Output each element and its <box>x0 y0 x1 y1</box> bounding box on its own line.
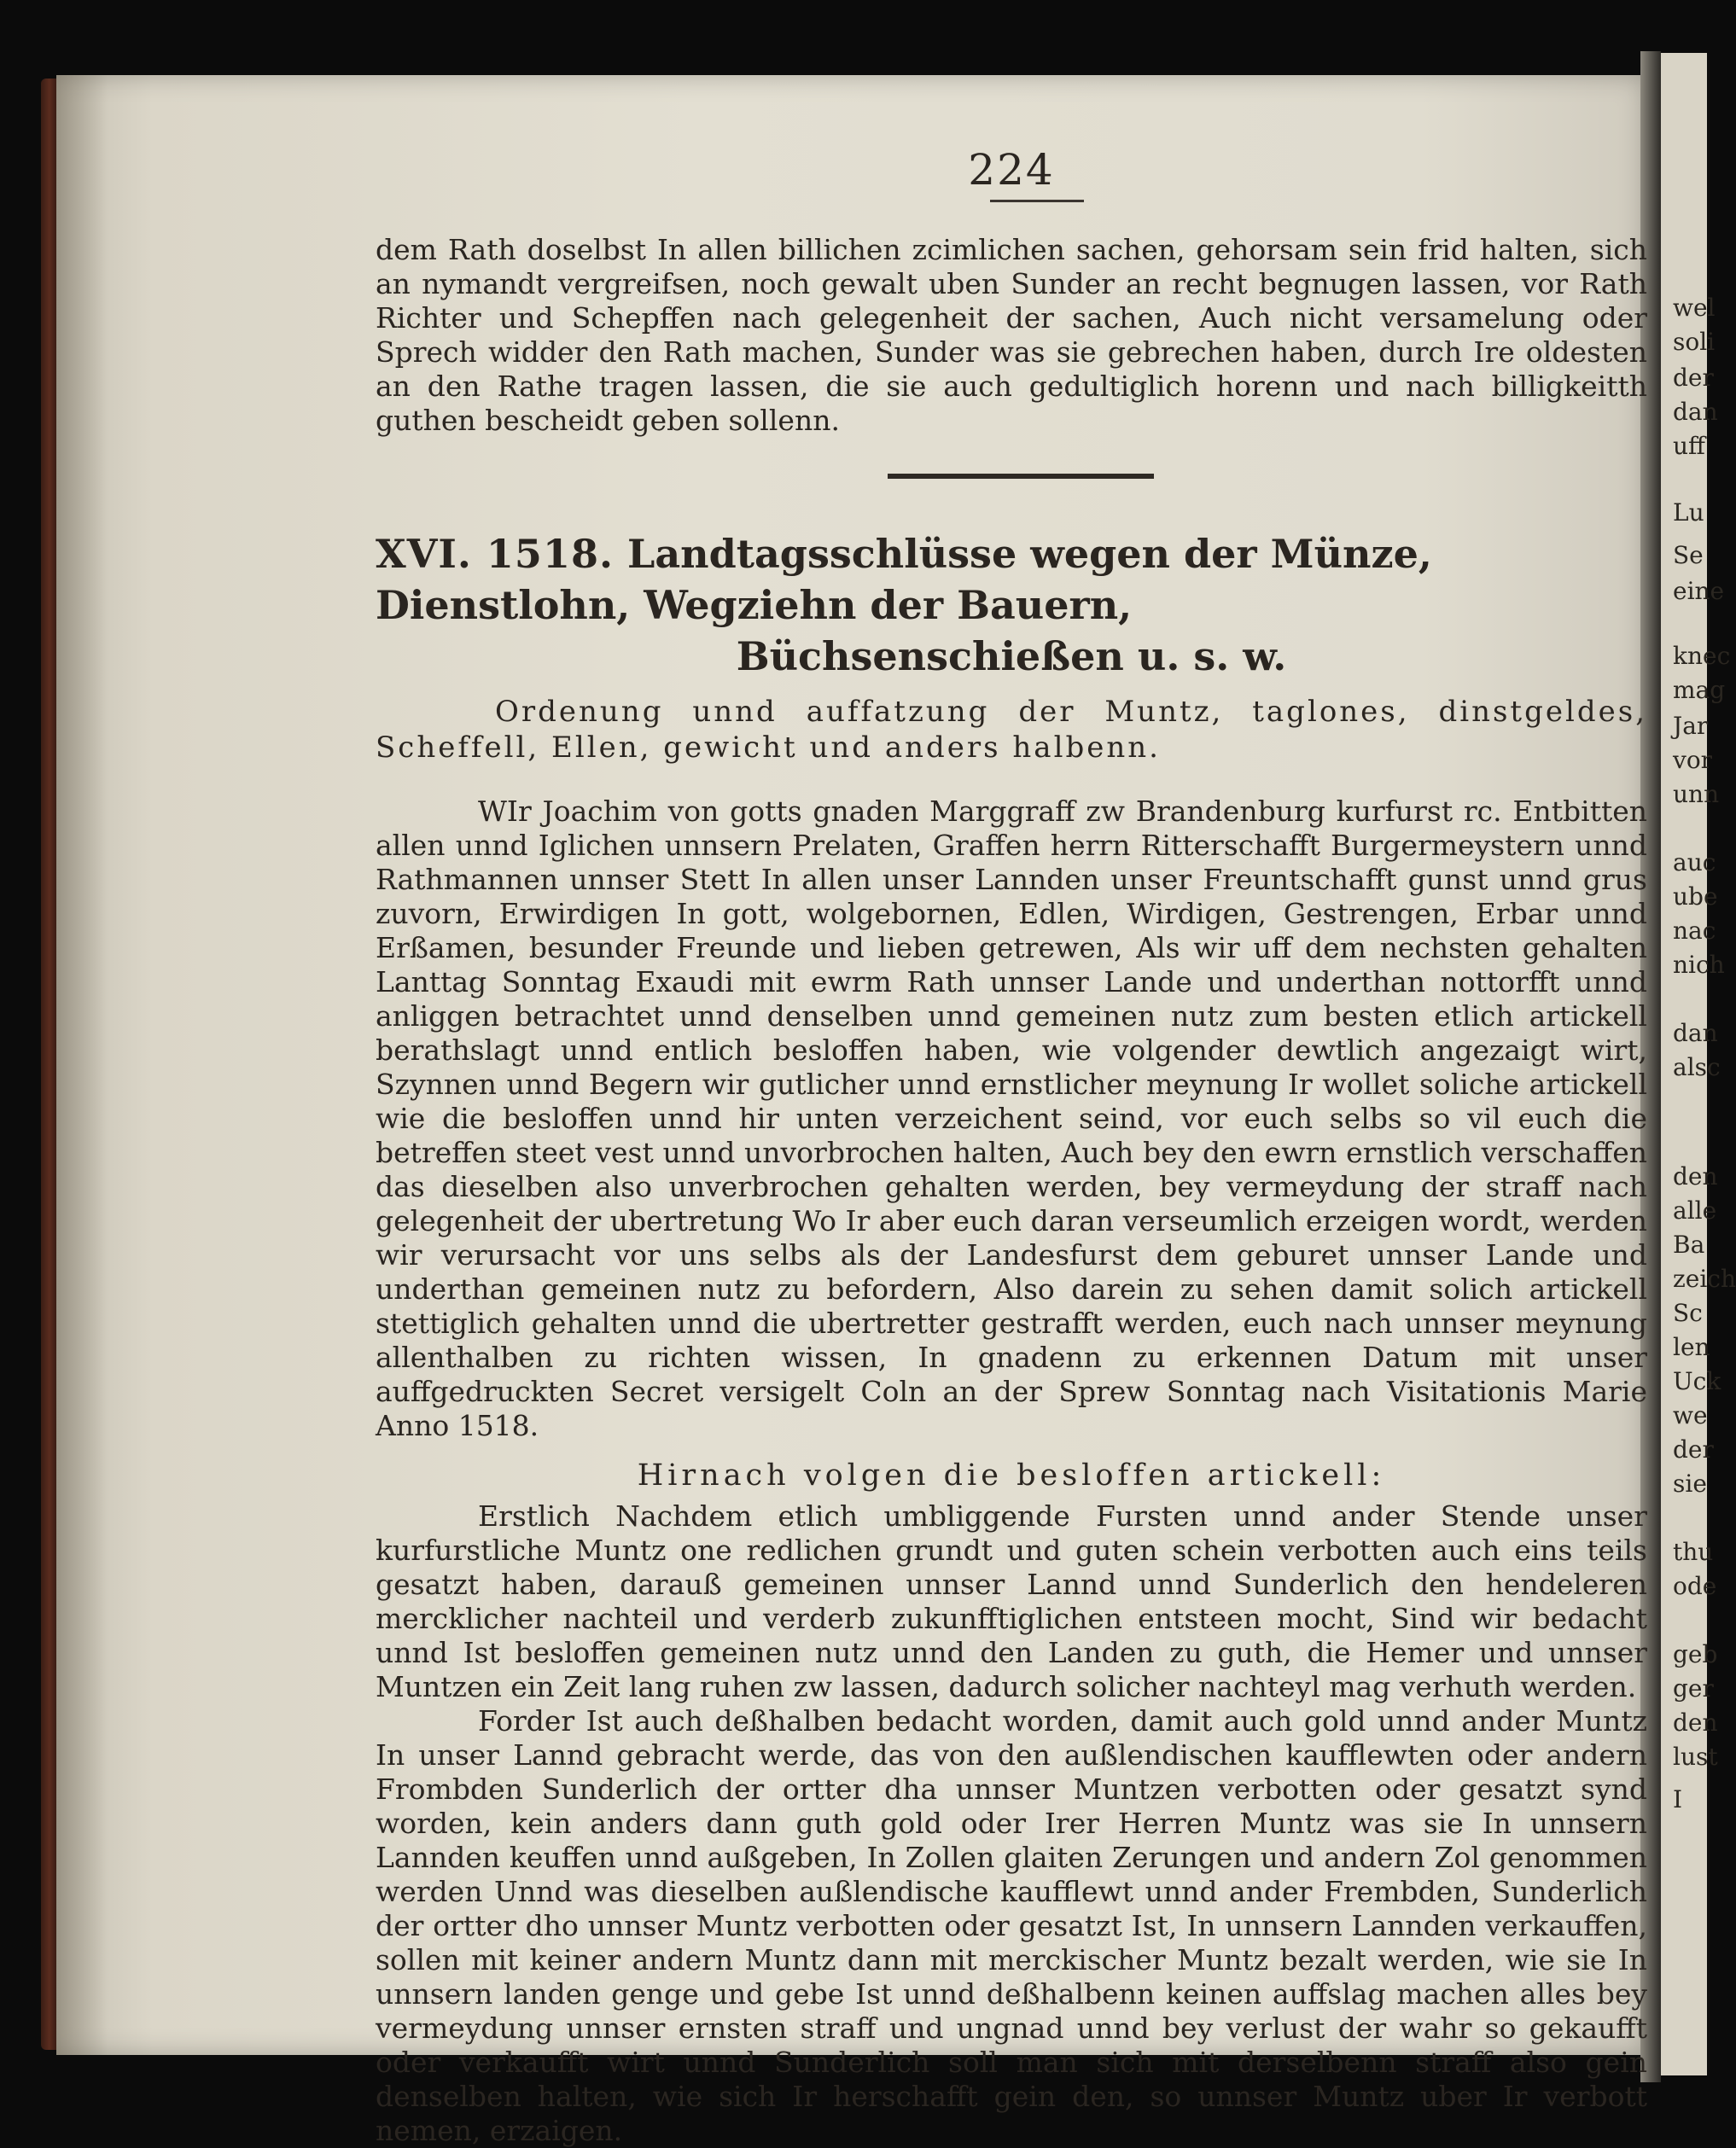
next-page-fragment: Sc <box>1673 1299 1703 1327</box>
articles-heading: Hirnach volgen die besloffen artickell: <box>637 1458 1386 1493</box>
next-page-fragment: unn <box>1673 780 1720 808</box>
page-shadow <box>56 75 108 2055</box>
next-page-fragment: Ba <box>1673 1231 1705 1259</box>
section-number: XVI. 1518. <box>376 531 614 577</box>
section-heading <box>376 528 1647 682</box>
next-page-fragment: nac <box>1673 917 1716 945</box>
next-page-fragment: lust <box>1673 1743 1718 1771</box>
next-page-fragment: dan <box>1673 398 1718 426</box>
next-page-fragment: len <box>1673 1333 1710 1361</box>
next-page-fragment: Jar <box>1673 712 1709 740</box>
section-title-line1: Landtagsschlüsse wegen der Münze, Dienstlohn, Wegziehn der Bauern, <box>376 531 1432 628</box>
next-page-fragment: eine <box>1673 577 1725 605</box>
next-page-fragment: knec <box>1673 642 1731 670</box>
article-paragraph-1: Erstlich Nachdem etlich umbliggende Fursten unnd ander Stende unser kurfurstliche Muntz one redlichen grundt und guten schein verbotten auch eins teils gesatzt haben, darauß gemeinen unnser Lannd unnd Sunderlich den hendeleren mercklicher nachteil und verderb zukunfftiglichen entsteen mocht, Sind wir bedacht unnd Ist besloffen gemeinen nutz unnd den Landen zu guth, die Hemer und unnser Muntzen ein Zeit lang ruhen zw lassen, dadurch solicher nachteyl mag verhuth werden. <box>376 1499 1647 1703</box>
next-page-fragment: der <box>1673 1435 1714 1464</box>
next-page-fragment: uff <box>1673 432 1705 460</box>
next-page-fragment: geb <box>1673 1640 1718 1668</box>
next-page-fragment: mag <box>1673 676 1726 704</box>
section-subtitle: Ordenung unnd auffatzung der Muntz, taglones, dinstgeldes, Scheffell, Ellen, gewicht und anders halbenn. <box>376 695 1647 765</box>
next-page-fragment: wel <box>1673 294 1716 322</box>
next-page-fragment: soli <box>1673 328 1716 356</box>
page-number: 224 <box>968 145 1055 195</box>
next-page-fragment: ode <box>1673 1572 1717 1600</box>
page-number-underline <box>990 200 1084 202</box>
section-title-line2: Büchsenschießen u. s. w. <box>736 633 1287 679</box>
article-paragraph-2: Forder Ist auch deßhalben bedacht worden, damit auch gold unnd ander Muntz In unser Lannd gebracht werde, das von den außlendischen kaufflewten oder andern Frombden Sunderlich der ortter dha unnser Muntzen verbotten oder gesatzt synd worden, kein anders dann guth gold oder Irer Herren Muntz was sie In unnsern Lannden keuffen unnd außgeben, In Zollen glaiten Zerungen und andern Zol genommen werden Unnd was dieselben außlendische kaufflewt unnd ander Frembden, Sunderlich der ortter dho unnser Muntz verbotten oder gesatzt Ist, In unnsern Lannden verkauffen, sollen mit keiner andern Muntz dann mit merckischer Muntz bezalt werden, wie sie In unnsern landen genge und gebe Ist unnd deßhalbenn keinen auffslag machen alles bey vermeydung unnser ernsten straff und ungnad unnd bey verlust der wahr so gekaufft oder verkaufft wirt unnd Sunderlich soll man sich mit derselbenn straff also gein denselben halten, wie sich Ir herschafft gein den, so unnser Muntz uber Ir verbott nemen, erzaigen. <box>376 1704 1647 2147</box>
next-page-fragment: Lu <box>1673 498 1704 527</box>
next-page-fragment: ube <box>1673 882 1718 911</box>
next-page-fragment: den <box>1673 1709 1718 1737</box>
next-page-fragment: I <box>1673 1785 1683 1813</box>
next-page-fragment: Se <box>1673 541 1704 569</box>
next-page-fragment: alle <box>1673 1196 1717 1225</box>
next-page-fragment: nich <box>1673 951 1725 979</box>
next-page-fragment: den <box>1673 1162 1718 1190</box>
next-page-fragment: vor <box>1673 746 1713 774</box>
next-page-fragment: thu <box>1673 1538 1714 1566</box>
section-divider <box>888 474 1154 479</box>
next-page-fragment: alsc <box>1673 1053 1721 1081</box>
next-page-fragment: ger <box>1673 1674 1714 1703</box>
next-page-fragment: zeich <box>1673 1265 1736 1293</box>
continuation-paragraph: dem Rath doselbst In allen billichen zcimlichen sachen, gehorsam sein frid halten, sich an nymandt vergreifsen, noch gewalt uben Sunder an recht begnugen lassen, vor Rath Richter und Schepffen nach gelegenheit der sachen, Auch nicht versamelung oder Sprech widder den Rath machen, Sunder was sie gebrechen haben, durch Ire oldesten an den Rathe tragen lassen, die sie auch gedultiglich horenn und nach billigkeitth guthen bescheidt geben sollenn. <box>376 233 1647 437</box>
decree-body: WIr Joachim von gotts gnaden Marggraff zw Brandenburg kurfurst rc. Entbitten allen unnd Iglichen unnsern Prelaten, Graffen herrn Ritterschafft Burgermeystern unnd Rathmannen unnser Stett In allen unser Lannden unser Freuntschafft gunst unnd grus zuvorn, Erwirdigen In gott, wolgebornen, Edlen, Wirdigen, Gestrengen, Erbar unnd Erßamen, besunder Freunde und lieben getrewen, Als wir uff dem nechsten gehalten Lanttag Sonntag Exaudi mit ewrm Rath unnser Lande und underthan nottorfft unnd anliggen betrachtet unnd denselben unnd gemeinen nutz zum besten etlich artickell berathslagt unnd entlich besloffen haben, wie volgender dewtlich angezaigt wirt, Szynnen unnd Begern wir gutlicher unnd ernstlicher meynung Ir wollet soliche artickell wie die besloffen unnd hir unten verzeichent seind, vor euch selbs so vil euch die betreffen steet vest unnd unvorbrochen halten, Auch bey den ewrn ernstlich verschaffen das dieselben also unverbrochen gehalten werden, bey vermeydung der straff nach gelegenheit der ubertretung Wo Ir aber euch daran verseumlich erzeigen wordt, werden wir verursacht vor uns selbs als der Landesfurst dem geburet unnser Lande und underthan gemeinen nutz zu befordern, Also darein zu sehen damit solich artickell stettiglich gehalten unnd die ubertretter gestrafft werden, euch nach unnser meynung allenthalben zu richten wissen, In gnadenn zu erkennen Datum mit unser auffgedruckten Secret versigelt Coln an der Sprew Sonntag nach Visitationis Marie Anno 1518. <box>376 795 1647 1442</box>
next-page-edge <box>1661 53 1736 2075</box>
next-page-fragment: auc <box>1673 848 1716 876</box>
next-page-fragment: der <box>1673 364 1714 392</box>
next-page-fragment: Uck <box>1673 1367 1721 1395</box>
next-page-fragment: we <box>1673 1401 1708 1429</box>
page-content <box>376 145 1647 2148</box>
next-page-fragment: sie <box>1673 1470 1707 1498</box>
next-page-fragment: dan <box>1673 1019 1718 1047</box>
